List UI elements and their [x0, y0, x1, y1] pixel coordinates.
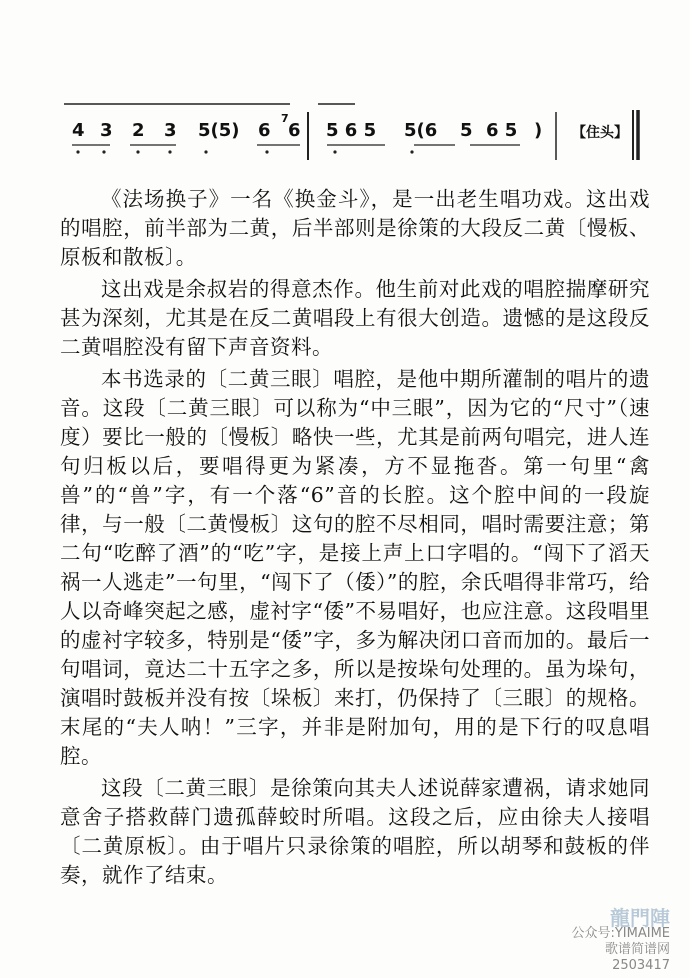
watermark: [571, 906, 670, 974]
article-body: [60, 185, 650, 893]
score-grace-note: 7: [281, 112, 289, 125]
score-note: 5: [460, 120, 473, 141]
watermark-account: 公众号:YIMAIME: [571, 926, 670, 941]
score-note: 4: [72, 120, 85, 141]
score-note: 6: [288, 120, 301, 141]
score-note: 3: [164, 120, 177, 141]
music-score: [0, 0, 690, 170]
score-note: 6: [258, 120, 271, 141]
score-note: ): [534, 120, 543, 141]
paragraph: 《法场换子》一名《换金斗》，是一出老生唱功戏。这出戏的唱腔，前半部为二黄，后半部则是徐策的大段反二黄〔慢板、原板和散板〕。: [60, 187, 650, 269]
watermark-brand: 龍門陣: [610, 906, 670, 930]
paragraph: 这段〔二黄三眼〕是徐策向其夫人述说薛家遭祸，请求她同意舍子搭救薛门遗孤薛蛟时所唱。这段之后，应由徐夫人接唱〔二黄原板〕。由于唱片只录徐策的唱腔，所以胡琴和鼓板的伴奏，就作了结束。: [60, 776, 650, 887]
score-end-label: 【住头】: [572, 125, 628, 141]
score-note: 3: [100, 120, 113, 141]
paragraph: 这出戏是余叔岩的得意杰作。他生前对此戏的唱腔揣摩研究甚为深刻，尤其是在反二黄唱段上有很大创造。遗憾的是这段反二黄唱腔没有留下声音资料。: [60, 277, 650, 359]
watermark-number: 2503417: [612, 958, 670, 973]
score-note: 5 6 5: [326, 120, 377, 141]
score-note: 6 5: [486, 120, 518, 141]
score-note: 5(6: [404, 120, 438, 141]
score-note: 2: [132, 120, 145, 141]
watermark-site: 歌谱简谱网: [604, 942, 670, 957]
score-note: 5(5): [198, 120, 240, 141]
paragraph: 本书选录的〔二黄三眼〕唱腔，是他中期所灌制的唱片的遗音。这段〔二黄三眼〕可以称为“中三眼”，因为它的“尺寸”（速度）要比一般的〔慢板〕略快一些，尤其是前两句唱完，进人连句归板以后，要唱得更为紧凑，方不显拖沓。第一句里“禽兽”的“兽”字，有一个落“6”音的长腔。这个腔中间的一段旋律，与一般〔二黄慢板〕这句的腔不尽相同，唱时需要注意；第二句“吃醉了酒”的“吃”字，是接上声上口字唱的。“闯下了滔天祸一人逃走”一句里，“闯下了（倭）”的腔，余氏唱得非常巧，给人以奇峰突起之感，虚衬字“倭”不易唱好，也应注意。这段唱里的虚衬字较多，特别是“倭”字，多为解决闭口音而加的。最后一句唱词，竟达二十五字之多，所以是按垛句处理的。虽为垛句，演唱时鼓板并没有按〔垛板〕来打，仍保持了〔三眼〕的规格。末尾的“夫人呐！”三字，并非是附加句，用的是下行的叹息唱腔。: [60, 367, 650, 768]
